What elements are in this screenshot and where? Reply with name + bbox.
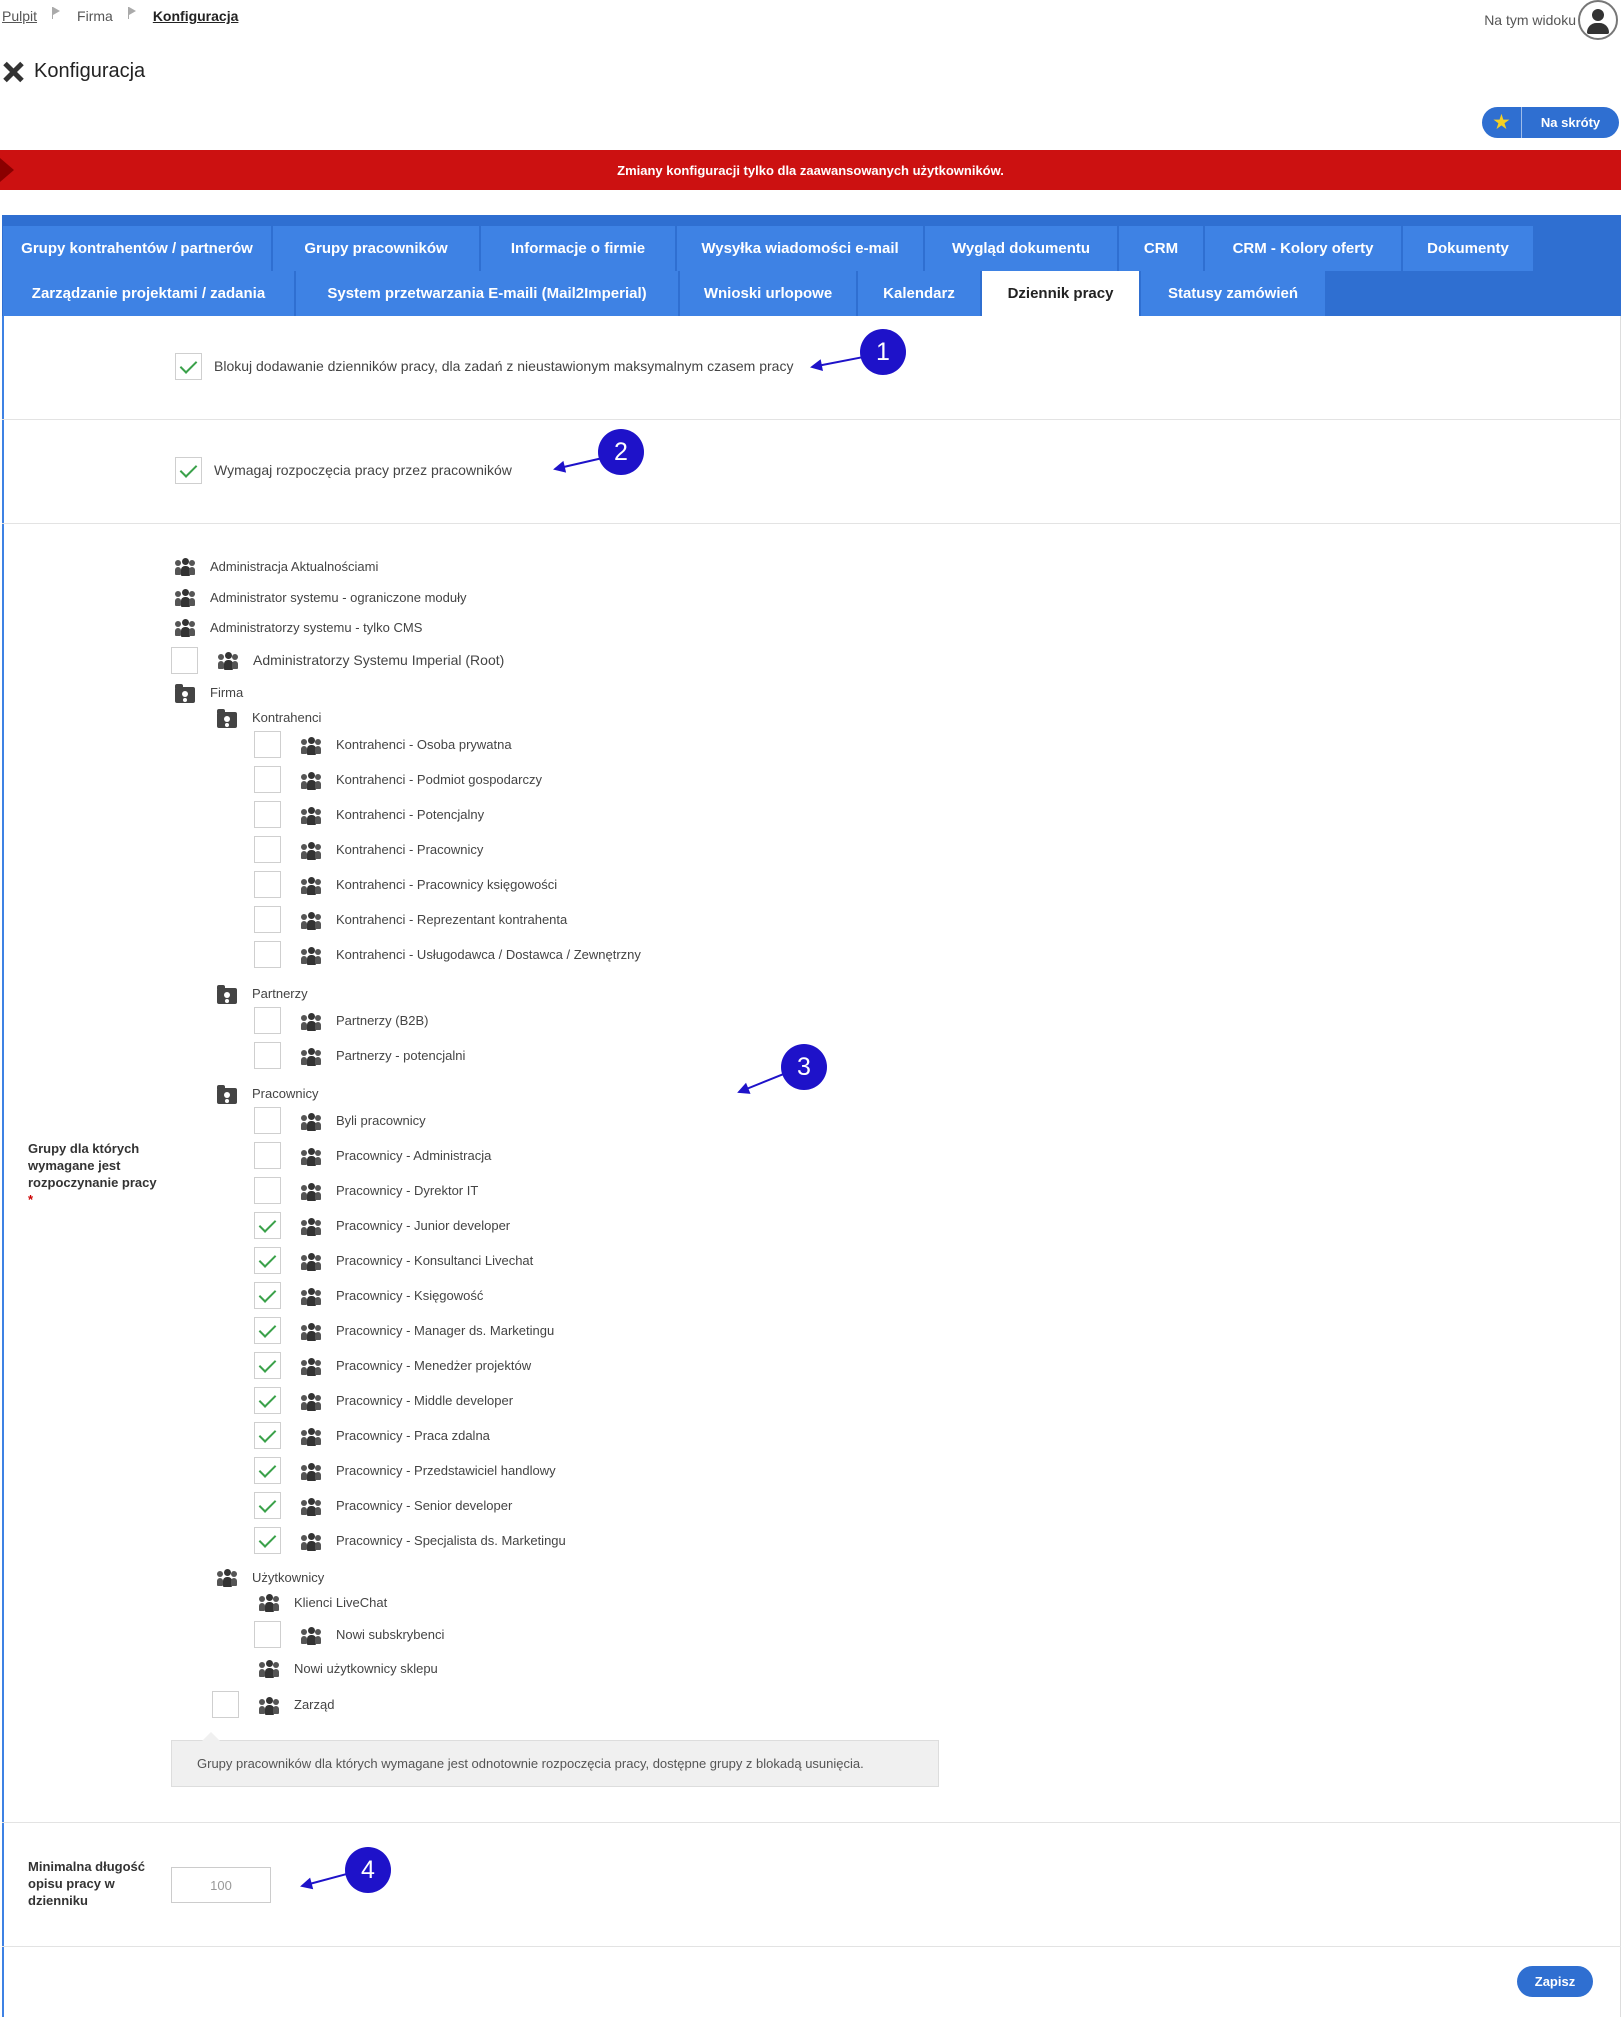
divider <box>2 419 1621 420</box>
tab-dziennik-pracy[interactable]: Dziennik pracy <box>982 271 1141 316</box>
group-label: Partnerzy - potencjalni <box>336 1048 466 1063</box>
tab-bar <box>2 215 1621 316</box>
folder-label: Firma <box>210 685 244 700</box>
group-label: Administratorzy Systemu Imperial (Root) <box>253 652 505 668</box>
annotation-marker-2: 2 <box>598 429 644 475</box>
group-checkbox[interactable] <box>254 836 281 863</box>
require-start-checkbox[interactable] <box>175 457 202 484</box>
users-group-icon <box>175 589 195 607</box>
tab-wnioski-urlopowe[interactable]: Wnioski urlopowe <box>680 271 858 316</box>
block-logs-checkbox[interactable] <box>175 353 202 380</box>
group-label: Kontrahenci - Reprezentant kontrahenta <box>336 912 568 927</box>
group-checkbox[interactable] <box>254 1352 281 1379</box>
group-label: Zarząd <box>294 1697 335 1712</box>
tab-kalendarz[interactable]: Kalendarz <box>858 271 982 316</box>
users-group-icon <box>301 912 321 930</box>
breadcrumb-konfiguracja[interactable]: Konfiguracja <box>152 8 239 24</box>
users-group-icon <box>301 1533 321 1551</box>
annotation-marker-4: 4 <box>345 1847 391 1893</box>
divider <box>2 523 1621 524</box>
breadcrumb-firma[interactable]: Firma <box>77 8 113 24</box>
group-label: Pracownicy - Księgowość <box>336 1288 484 1303</box>
users-group-icon <box>301 1428 321 1446</box>
users-group-icon <box>259 1594 279 1612</box>
group-label: Kontrahenci - Osoba prywatna <box>336 737 512 752</box>
users-group-icon <box>301 1323 321 1341</box>
folder-label: Kontrahenci <box>252 710 322 725</box>
users-group-icon <box>301 1358 321 1376</box>
group-label: Nowi subskrybenci <box>336 1627 445 1642</box>
group-label: Pracownicy - Middle developer <box>336 1393 514 1408</box>
min-length-label: Minimalna długość opisu pracy w dzienniku <box>28 1859 146 1908</box>
group-label: Kontrahenci - Usługodawca / Dostawca / Zewnętrzny <box>336 947 641 962</box>
users-group-icon <box>301 1627 321 1645</box>
breadcrumb <box>2 8 238 24</box>
group-checkbox[interactable] <box>254 906 281 933</box>
group-checkbox[interactable] <box>254 1387 281 1414</box>
users-group-icon <box>301 877 321 895</box>
folder-users-icon <box>217 1088 237 1104</box>
group-checkbox[interactable] <box>254 1422 281 1449</box>
group-checkbox[interactable] <box>254 1142 281 1169</box>
group-checkbox[interactable] <box>254 1212 281 1239</box>
group-checkbox-zarzad[interactable] <box>212 1691 239 1718</box>
group-checkbox[interactable] <box>254 766 281 793</box>
group-checkbox-nowi-subskrybenci[interactable] <box>254 1621 281 1648</box>
users-group-icon <box>218 652 238 670</box>
group-checkbox[interactable] <box>254 1107 281 1134</box>
group-label: Pracownicy - Junior developer <box>336 1218 511 1233</box>
groups-field-label <box>28 1140 158 1208</box>
flag-icon <box>127 7 139 19</box>
users-group-icon <box>301 772 321 790</box>
require-start-label: Wymagaj rozpoczęcia pracy przez pracowników <box>214 462 512 478</box>
tab-mail2imperial[interactable]: System przetwarzania E-maili (Mail2Imperial) <box>296 271 680 316</box>
group-label: Kontrahenci - Podmiot gospodarczy <box>336 772 542 787</box>
group-label: Nowi użytkownicy sklepu <box>294 1661 438 1676</box>
group-label: Pracownicy - Specjalista ds. Marketingu <box>336 1533 566 1548</box>
divider <box>2 1946 1621 1947</box>
group-label: Administracja Aktualnościami <box>210 559 379 574</box>
group-label: Użytkownicy <box>252 1570 325 1585</box>
group-label: Pracownicy - Dyrektor IT <box>336 1183 479 1198</box>
tab-informacje-o-firmie[interactable]: Informacje o firmie <box>481 226 677 271</box>
banner-arrow-icon <box>0 158 14 182</box>
folder-users-icon <box>217 988 237 1004</box>
annotation-marker-3: 3 <box>781 1044 827 1090</box>
group-checkbox[interactable] <box>254 1042 281 1069</box>
users-group-icon <box>301 737 321 755</box>
group-checkbox[interactable] <box>254 1457 281 1484</box>
group-label: Byli pracownicy <box>336 1113 426 1128</box>
group-label: Pracownicy - Senior developer <box>336 1498 513 1513</box>
tab-crm[interactable]: CRM <box>1119 226 1205 271</box>
folder-label: Pracownicy <box>252 1086 319 1101</box>
save-button[interactable]: Zapisz <box>1517 1966 1593 1997</box>
view-label: Na tym widoku <box>1484 12 1576 28</box>
tools-icon <box>2 61 24 83</box>
group-checkbox[interactable] <box>254 1007 281 1034</box>
users-group-icon <box>301 1113 321 1131</box>
tab-wysylka-email[interactable]: Wysyłka wiadomości e-mail <box>677 226 925 271</box>
group-checkbox[interactable] <box>254 1527 281 1554</box>
users-group-icon <box>301 1288 321 1306</box>
tab-grupy-pracownikow[interactable]: Grupy pracowników <box>273 226 481 271</box>
folder-label: Partnerzy <box>252 986 308 1001</box>
group-label: Administratorzy systemu - tylko CMS <box>210 620 423 635</box>
users-group-icon <box>217 1569 237 1587</box>
page-title-text: Konfiguracja <box>34 60 146 82</box>
users-group-icon <box>301 1393 321 1411</box>
tab-statusy-zamowien[interactable]: Statusy zamówień <box>1141 271 1327 316</box>
min-length-input[interactable] <box>171 1867 271 1903</box>
star-icon: ★ <box>1482 107 1522 138</box>
group-checkbox[interactable] <box>254 1492 281 1519</box>
group-checkbox[interactable] <box>254 1282 281 1309</box>
tab-wyglad-dokumentu[interactable]: Wygląd dokumentu <box>925 226 1119 271</box>
page-title <box>2 60 145 83</box>
breadcrumb-pulpit[interactable]: Pulpit <box>2 8 38 24</box>
group-label: Pracownicy - Manager ds. Marketingu <box>336 1323 555 1338</box>
group-checkbox[interactable] <box>254 1247 281 1274</box>
group-checkbox[interactable] <box>254 941 281 968</box>
tab-dokumenty[interactable]: Dokumenty <box>1403 226 1535 271</box>
users-group-icon <box>301 842 321 860</box>
tab-crm-kolory[interactable]: CRM - Kolory oferty <box>1205 226 1403 271</box>
shortcuts-label: Na skróty <box>1540 115 1601 130</box>
flag-icon <box>51 7 63 19</box>
users-group-icon <box>175 619 195 637</box>
warning-text: Zmiany konfiguracji tylko dla zaawansowanych użytkowników. <box>617 162 1004 178</box>
tab-grupy-kontrahentow[interactable]: Grupy kontrahentów / partnerów <box>3 226 273 271</box>
group-label: Pracownicy - Konsultanci Livechat <box>336 1253 534 1268</box>
group-checkbox-root[interactable] <box>171 647 198 674</box>
users-group-icon <box>301 1253 321 1271</box>
group-checkbox[interactable] <box>254 801 281 828</box>
user-avatar-icon[interactable] <box>1578 0 1618 40</box>
users-group-icon <box>301 1498 321 1516</box>
folder-users-icon <box>175 687 195 703</box>
group-label: Pracownicy - Administracja <box>336 1148 492 1163</box>
users-group-icon <box>301 1218 321 1236</box>
annotation-marker-1: 1 <box>860 329 906 375</box>
group-label: Pracownicy - Menedżer projektów <box>336 1358 532 1373</box>
required-mark: * <box>28 1192 34 1207</box>
group-label: Kontrahenci - Pracownicy <box>336 842 484 857</box>
divider <box>2 1822 1621 1823</box>
users-group-icon <box>301 1048 321 1066</box>
users-group-icon <box>301 1183 321 1201</box>
users-group-icon <box>301 1463 321 1481</box>
folder-users-icon <box>217 712 237 728</box>
group-checkbox[interactable] <box>254 871 281 898</box>
group-label: Pracownicy - Przedstawiciel handlowy <box>336 1463 556 1478</box>
groups-hint: Grupy pracowników dla których wymagane jest odnotownie rozpoczęcia pracy, dostępne grupy z blokadą usunięcia. <box>171 1740 939 1787</box>
users-group-icon <box>259 1660 279 1678</box>
users-group-icon <box>259 1697 279 1715</box>
group-label: Kontrahenci - Potencjalny <box>336 807 485 822</box>
group-label: Kontrahenci - Pracownicy księgowości <box>336 877 558 892</box>
warning-banner <box>0 150 1621 190</box>
group-label: Pracownicy - Praca zdalna <box>336 1428 490 1443</box>
group-label: Klienci LiveChat <box>294 1595 388 1610</box>
block-logs-label: Blokuj dodawanie dzienników pracy, dla zadań z nieustawionym maksymalnym czasem pracy <box>214 358 794 374</box>
tab-zarzadzanie-projektami[interactable]: Zarządzanie projektami / zadania <box>3 271 296 316</box>
group-checkbox[interactable] <box>254 1317 281 1344</box>
users-group-icon <box>301 1013 321 1031</box>
shortcuts-button[interactable] <box>1482 107 1619 138</box>
users-group-icon <box>175 558 195 576</box>
group-label: Partnerzy (B2B) <box>336 1013 429 1028</box>
group-label: Administrator systemu - ograniczone moduły <box>210 590 467 605</box>
groups-label-text: Grupy dla których wymagane jest rozpoczynanie pracy <box>28 1141 157 1190</box>
users-group-icon <box>301 807 321 825</box>
group-checkbox[interactable] <box>254 1177 281 1204</box>
users-group-icon <box>301 1148 321 1166</box>
users-group-icon <box>301 947 321 965</box>
group-checkbox[interactable] <box>254 731 281 758</box>
